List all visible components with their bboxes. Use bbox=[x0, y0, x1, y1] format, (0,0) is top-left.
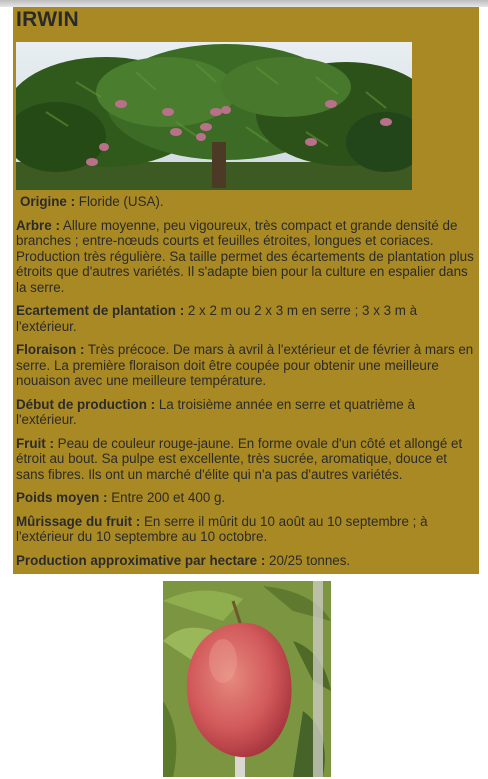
section-text: En serre il mûrit du 10 août au 10 septembre ; à l'extérieur du 10 septembre au 10 octobre. bbox=[16, 513, 428, 544]
section-text: Floride (USA). bbox=[75, 194, 164, 209]
section-text: La troisième année en serre et quatrième à l'extérieur. bbox=[16, 396, 415, 427]
section-label: Ecartement de plantation : bbox=[16, 303, 185, 318]
section-origine bbox=[16, 194, 476, 210]
section-text: Allure moyenne, peu vigoureux, très compact et grande densité de branches ; entre-nœuds courts et feuilles étroites, longues et coriaces. Production très régulière. Sa taille permet des écartements de plantation plus étroits que d'autres variétés. Il s'adapte bien pour la culture en espalier dans la serre. bbox=[16, 217, 474, 295]
section-text: Peau de couleur rouge-jaune. En forme ovale d'un côté et allongé et étroit au bout. Sa pulpe est excellente, très sucrée, aromatique, douce et sans fibres. Ils ont un marché d'élite qui n'a pas d'autres variétés. bbox=[16, 435, 463, 482]
section-label: Début de production : bbox=[16, 396, 156, 412]
section-text: Très précoce. De mars à avril à l'extérieur et de février à mars en serre. La première floraison doit être coupée pour obtenir une meilleure nouaison avec une meilleure température. bbox=[16, 342, 474, 388]
mango-tree-photo bbox=[16, 42, 412, 190]
top-bar bbox=[0, 0, 488, 7]
section-text: Entre 200 et 400 g. bbox=[107, 490, 226, 505]
section-floraison bbox=[16, 342, 476, 389]
section-label: Mûrissage du fruit : bbox=[16, 513, 141, 529]
section-debut-production bbox=[16, 397, 476, 428]
section-ecartement bbox=[16, 303, 476, 334]
page-title: IRWIN bbox=[16, 8, 79, 31]
section-text: 2 x 2 m ou 2 x 3 m en serre ; 3 x 3 m à l'extérieur. bbox=[16, 303, 418, 334]
section-murissage bbox=[16, 514, 476, 545]
section-text: 20/25 tonnes. bbox=[265, 552, 351, 568]
section-label: Poids moyen : bbox=[16, 490, 108, 505]
variety-panel bbox=[13, 7, 479, 574]
section-label: Floraison : bbox=[16, 342, 85, 357]
mango-fruit-photo bbox=[163, 581, 331, 777]
section-label: Origine : bbox=[20, 194, 76, 209]
section-production bbox=[16, 553, 476, 569]
variety-description bbox=[16, 194, 476, 576]
section-poids bbox=[16, 490, 476, 506]
section-label: Arbre : bbox=[16, 217, 60, 233]
section-fruit bbox=[16, 436, 476, 483]
section-label: Fruit : bbox=[16, 435, 54, 451]
section-label: Production approximative par hectare : bbox=[16, 552, 266, 568]
section-arbre bbox=[16, 218, 476, 296]
